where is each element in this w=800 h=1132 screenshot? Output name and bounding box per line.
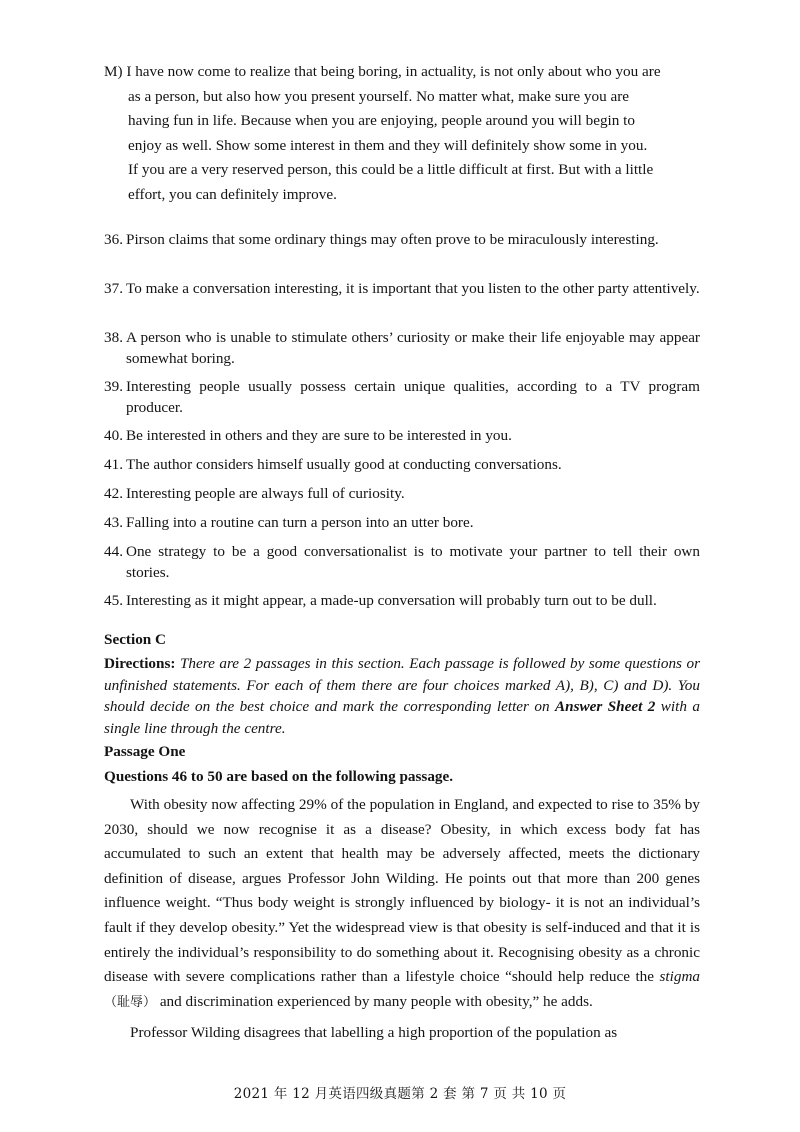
statement-text: Pirson claims that some ordinary things may often prove to be miraculously interesting. (126, 231, 659, 248)
questions-heading: Questions 46 to 50 are based on the following passage. (104, 768, 454, 785)
statement-text: The author considers himself usually good at conducting conversations. (126, 456, 562, 473)
directions-text: There are 2 passages in this section. Each passage is followed by some questions or unfinished statements. For each of them there are four choices marked A), B), C) and D). You should decide on the best choice and mark the corresponding letter on (104, 655, 701, 715)
statement-number: 44. (104, 543, 123, 560)
statement-number: 38. (104, 329, 123, 346)
statement-item (104, 541, 700, 583)
stigma-gloss: （耻辱） (104, 994, 157, 1010)
page-footer: 2021 年 12 月英语四级真题第 2 套 第 7 页 共 10 页 (233, 1086, 567, 1102)
paragraph-m-line-6: effort, you can definitely improve. (128, 185, 337, 203)
statement-item (104, 590, 700, 611)
statement-text: Interesting people are always full of curiosity. (126, 485, 405, 502)
paragraph-m-line-1: M) I have now come to realize that being boring, in actuality, is not only about who you are (104, 63, 661, 80)
statement-item (104, 327, 700, 369)
statement-item (104, 512, 700, 533)
directions-end: with a single line through the centre. (104, 698, 700, 737)
paragraph-m-line-5: If you are a very reserved person, this could be a little difficult at first. But with a little (128, 161, 654, 178)
statement-item (104, 454, 700, 475)
paragraph-m-line-4: enjoy as well. Show some interest in them and they will definitely show some in you. (128, 136, 648, 154)
statement-item (104, 483, 700, 504)
statement-item (104, 376, 700, 418)
statement-text: To make a conversation interesting, it is important that you listen to the other party attentively. (126, 280, 700, 297)
passage-paragraph-2: Professor Wilding disagrees that labelling a high proportion of the population as (130, 1024, 618, 1042)
statement-number: 43. (104, 514, 123, 531)
passage-body (104, 793, 700, 1046)
statement-number: 40. (104, 427, 123, 444)
section-heading: Section C (104, 631, 167, 648)
passage-paragraph-1: With obesity now affecting 29% of the population in England, and expected to rise to 35% by 2030, should we now recognise it as a disease? Obesity, in which excess body fat has accumulated to such an extent that health may be adversely affected, meets the dictionary definition of disease, argues Professor John Wilding. He points out that more than 200 genes influence weight. “Thus body weight is strongly influenced by biology- it is not an individual’s fault if they develop obesity.” Yet the widespread view is that obesity is self-induced and that it is entirely the individual’s responsibility to do something about it. Recognising obesity as a chronic disease with severe complications rather than a lifestyle choice “should help reduce the stigma（耻辱） and discrimination experienced by many people with obesity,” he adds. (104, 796, 701, 1010)
paragraph-m-line-2: as a person, but also how you present yourself. No matter what, make sure you are (128, 87, 630, 105)
statement-number: 39. (104, 378, 123, 395)
statement-item (104, 278, 700, 299)
statement-text: Be interested in others and they are sure to be interested in you. (126, 427, 512, 444)
paragraph-m-line-3: having fun in life. Because when you are enjoying, people around you will begin to (128, 112, 635, 129)
answer-sheet-label: Answer Sheet 2 (555, 698, 656, 715)
statement-item (104, 229, 700, 250)
statement-number: 42. (104, 485, 123, 502)
statement-text: Falling into a routine can turn a person into an utter bore. (126, 514, 474, 531)
directions-label: Directions: (104, 655, 176, 672)
statement-number: 41. (104, 456, 123, 473)
statement-text: Interesting people usually possess certain unique qualities, according to a TV program producer. (126, 378, 700, 416)
paragraph-m-label: M) (104, 63, 123, 80)
stigma-word: stigma (659, 968, 701, 986)
statement-text: Interesting as it might appear, a made-up conversation will probably turn out to be dull. (126, 592, 657, 609)
statement-number: 36. (104, 231, 123, 248)
statement-text: One strategy to be a good conversationalist is to motivate your partner to tell their own stories. (126, 543, 700, 581)
statement-number: 37. (104, 280, 123, 297)
directions-block (104, 653, 700, 739)
statement-item (104, 425, 700, 446)
passage-heading: Passage One (104, 743, 186, 760)
statement-text: A person who is unable to stimulate others’ curiosity or make their life enjoyable may appear somewhat boring. (126, 329, 700, 367)
statement-number: 45. (104, 592, 123, 609)
